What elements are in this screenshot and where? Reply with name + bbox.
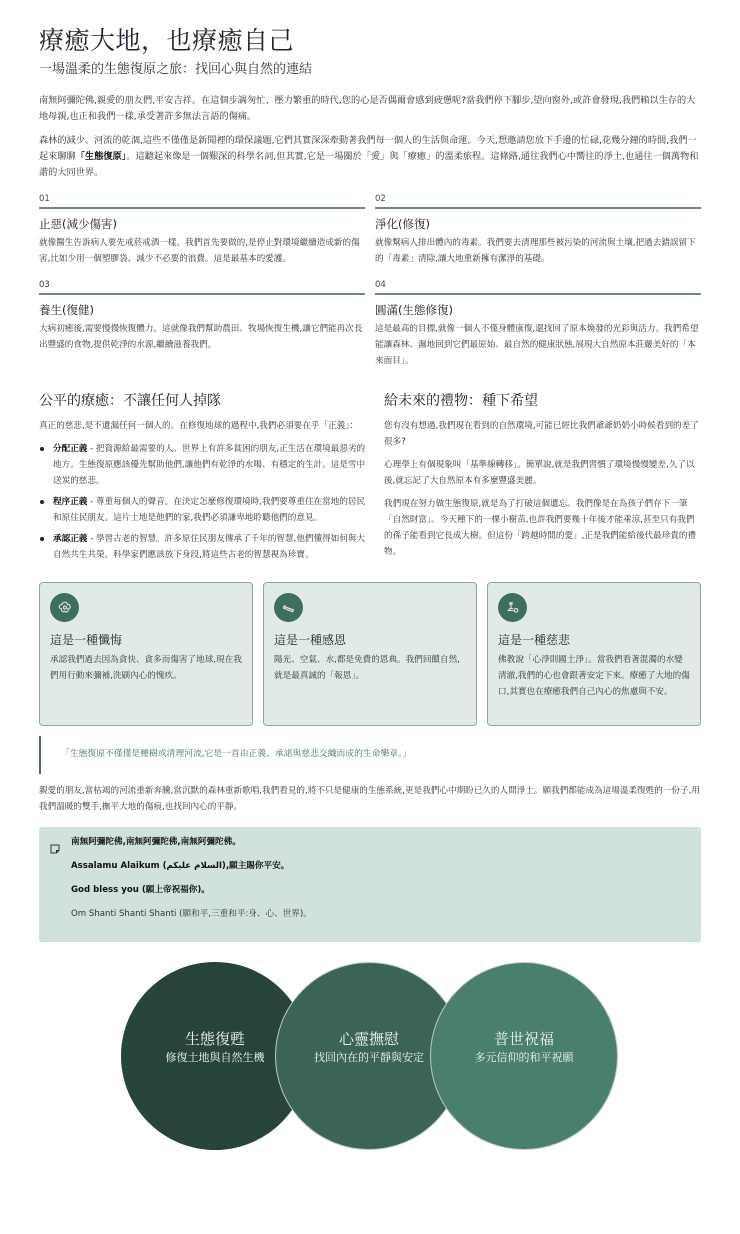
justice-title: 公平的療癒：不讓任何人掉隊	[39, 393, 221, 409]
blessing-buddhist: 南無阿彌陀佛,南無阿彌陀佛,南無阿彌陀佛。	[71, 837, 241, 847]
justice-intro: 真正的慈悲,是不遺漏任何一個人的。在修復地球的過程中,我們必須要在乎「正義」：	[39, 421, 359, 431]
card-title: 這是一種感恩	[274, 633, 347, 647]
card-description: 陽光、空氣、水,都是免費的恩典。我們回饋自然,就是最真誠的「報恩」。	[274, 655, 460, 681]
island-tree-icon	[498, 593, 527, 622]
step-divider	[39, 293, 365, 295]
blessing-hindu: Om Shanti Shanti Shanti (願和平,三重和平:身、心、世界)。	[71, 909, 312, 919]
justice-item-distributive	[39, 441, 369, 489]
circle-title: 生態復甦	[184, 1030, 245, 1048]
intro-highlight: 「生態復原」	[75, 151, 127, 162]
circle-title: 普世祝福	[493, 1030, 554, 1048]
step-number: 02	[375, 194, 386, 204]
closing-paragraph: 親愛的朋友,當枯竭的河流重新奔騰,當沉默的森林重新歌唱,我們看見的,將不只是健康的生態系統,更是我們心中期盼已久的人間淨土。願我們都能成為這場溫柔復甦的一份子,用我們溫暖的雙手,撫平大地的傷痕,也找回內心的平靜。	[39, 786, 700, 812]
intro-paragraph-2	[39, 133, 701, 181]
two-column-section	[39, 391, 701, 568]
justice-term: 承認正義	[53, 534, 88, 544]
step-description: 就像醫生告訴病人要先戒菸戒酒一樣。我們首先要做的,是停止對環境繼續造成新的傷害,比如少用一個塑膠袋、減少不必要的浪費。這是最基本的愛護。	[39, 238, 360, 264]
step-divider	[39, 207, 365, 209]
card-title: 這是一種慈悲	[498, 633, 571, 647]
page-subtitle: 一場溫柔的生態復原之旅：找回心與自然的連結	[39, 62, 313, 77]
step-title: 圓滿(生態修復)	[375, 303, 453, 317]
justice-section	[39, 391, 369, 568]
blockquote: 「生態復原不僅僅是種樹或清理河流,它是一首由正義、承諾與慈悲交織而成的生命樂章。」	[39, 736, 701, 774]
step-number: 01	[39, 194, 50, 204]
justice-list	[39, 441, 369, 563]
card-description: 承認我們過去因為貪快、貪多而傷害了地球,現在我們用行動來彌補,洗刷內心的愧疚。	[50, 655, 242, 681]
step-divider	[375, 207, 701, 209]
blessing-islamic: Assalamu Alaikum (السلام عليكم),願主賜你平安。	[71, 861, 290, 871]
justice-text: - 尊重每個人的聲音。在決定怎麼修復環境時,我們要尊重住在當地的居民和原住民朋友。這片土地是他們的家,我們必須謙卑地聆聽他們的意見。	[53, 497, 366, 523]
justice-text: - 學習古老的智慧。許多原住民朋友傳承了千年的智慧,他們懂得如何與大自然共生共榮。科學家們應該放下身段,將這些古老的智慧視為珍寶。	[53, 534, 366, 560]
step-2	[375, 193, 701, 277]
page-title: 療癒大地，也療癒自己	[39, 26, 295, 55]
circle-title: 心靈撫慰	[338, 1030, 399, 1048]
intro-text-before: 森林的減少、河流的乾涸,這些不僅僅是新聞裡的環保議題,它們其實深深牽動著我們每一個人的生活與命運。今天,想邀請您放下手邊的忙碌,花幾分鐘的時間,我們一起來聊聊	[39, 135, 697, 162]
justice-item-procedural	[39, 494, 369, 526]
justice-term: 分配正義	[53, 444, 88, 454]
justice-text: - 把資源給最需要的人。世界上有許多貧困的朋友,正生活在環境最惡劣的地方。生態復原應該優先幫助他們,讓他們有乾淨的水喝、有穩定的生計。這是雪中送炭的慈悲。	[53, 444, 366, 486]
step-number: 03	[39, 280, 50, 290]
step-divider	[375, 293, 701, 295]
card-repentance	[39, 582, 253, 726]
card-title: 這是一種懺悔	[50, 633, 123, 647]
justice-item-recognition	[39, 531, 369, 563]
intro-paragraph-1: 南無阿彌陀佛,親愛的朋友們,平安吉祥。在這個步調匆忙、壓力繁重的時代,您的心是否偶爾會感到疲憊呢?當我們停下腳步,望向窗外,或許會發現,我們賴以生存的大地母親,也正和我們一樣,承受著許多無法言語的傷痛。	[39, 95, 696, 122]
note-icon	[50, 839, 60, 849]
blessings-callout	[39, 827, 701, 942]
step-title: 淨化(修復)	[375, 217, 430, 231]
step-title: 止惡(減少傷害)	[39, 217, 117, 231]
step-1	[39, 193, 365, 277]
circle-subtitle: 找回內在的平靜與安定	[314, 1051, 424, 1064]
step-title: 養生(復健)	[39, 303, 94, 317]
circle-subtitle: 修復土地與自然生機	[165, 1051, 265, 1064]
circle-universal-blessing	[430, 962, 618, 1150]
circle-subtitle: 多元信仰的和平祝願	[474, 1051, 574, 1064]
venn-circles	[39, 958, 701, 1178]
future-paragraph-1: 您有沒有想過,我們現在看到的自然環境,可能已經比我們爺爺奶奶小時候看到的差了很多?	[384, 421, 699, 447]
meaning-cards	[39, 582, 701, 726]
future-title: 給未來的禮物：種下希望	[384, 393, 538, 409]
intro-text-after: 。這聽起來像是一個艱深的科學名詞,但其實,它是一場關於「愛」與「療癒」的溫柔旅程。這條路,通往我們心中嚮往的淨土,也通往一個萬物和諧的大同世界。	[39, 151, 699, 178]
flower-icon	[50, 593, 79, 622]
blessing-christian: God bless you (願上帝祝福你)。	[71, 885, 210, 895]
future-paragraph-2: 心理學上有個現象叫「基準線轉移」。簡單說,就是我們習慣了環境慢慢變差,久了以後,就忘記了大自然原本有多麼豐盛美麗。	[384, 460, 695, 486]
justice-term: 程序正義	[53, 497, 88, 507]
step-description: 大病初癒後,需要慢慢恢復體力。這就像我們幫助農田、牧場恢復生機,讓它們能再次長出豐盛的食物,提供乾淨的水源,繼續滋養我們。	[39, 324, 363, 350]
seedling-icon	[274, 593, 303, 622]
step-description: 這是最高的目標,就像一個人不僅身體康復,還找回了原本煥發的光彩與活力。我們希望能讓森林、濕地回到它們最原始、最自然的健康狀態,展現大自然原本莊嚴美好的「本來面目」。	[375, 324, 699, 366]
restoration-steps	[39, 193, 701, 379]
future-paragraph-3: 我們現在努力做生態復原,就是為了打破這個遺忘。我們像是在為孩子們存下一筆「自然財富」。今天種下的一棵小樹苗,也許我們要幾十年後才能乘涼,甚至只有我們的孫子能看到它長成大樹。但這份「跨越時間的愛」,正是我們能給後代最珍貴的禮物。	[384, 499, 697, 557]
step-description: 就像幫病人排出體內的毒素。我們要去清理那些被污染的河流與土壤,把過去錯誤留下的「毒素」清除,讓大地重新擁有潔淨的基礎。	[375, 238, 696, 264]
step-3	[39, 279, 365, 379]
card-compassion	[487, 582, 701, 726]
card-description: 佛教說「心淨則國土淨」。當我們看著混濁的水變清澈,我們的心也會跟著安定下來。療癒了大地的傷口,其實也在療癒我們自己內心的焦慮與不安。	[498, 655, 690, 697]
step-4	[375, 279, 701, 379]
step-number: 04	[375, 280, 386, 290]
card-gratitude	[263, 582, 477, 726]
future-section	[384, 391, 702, 568]
